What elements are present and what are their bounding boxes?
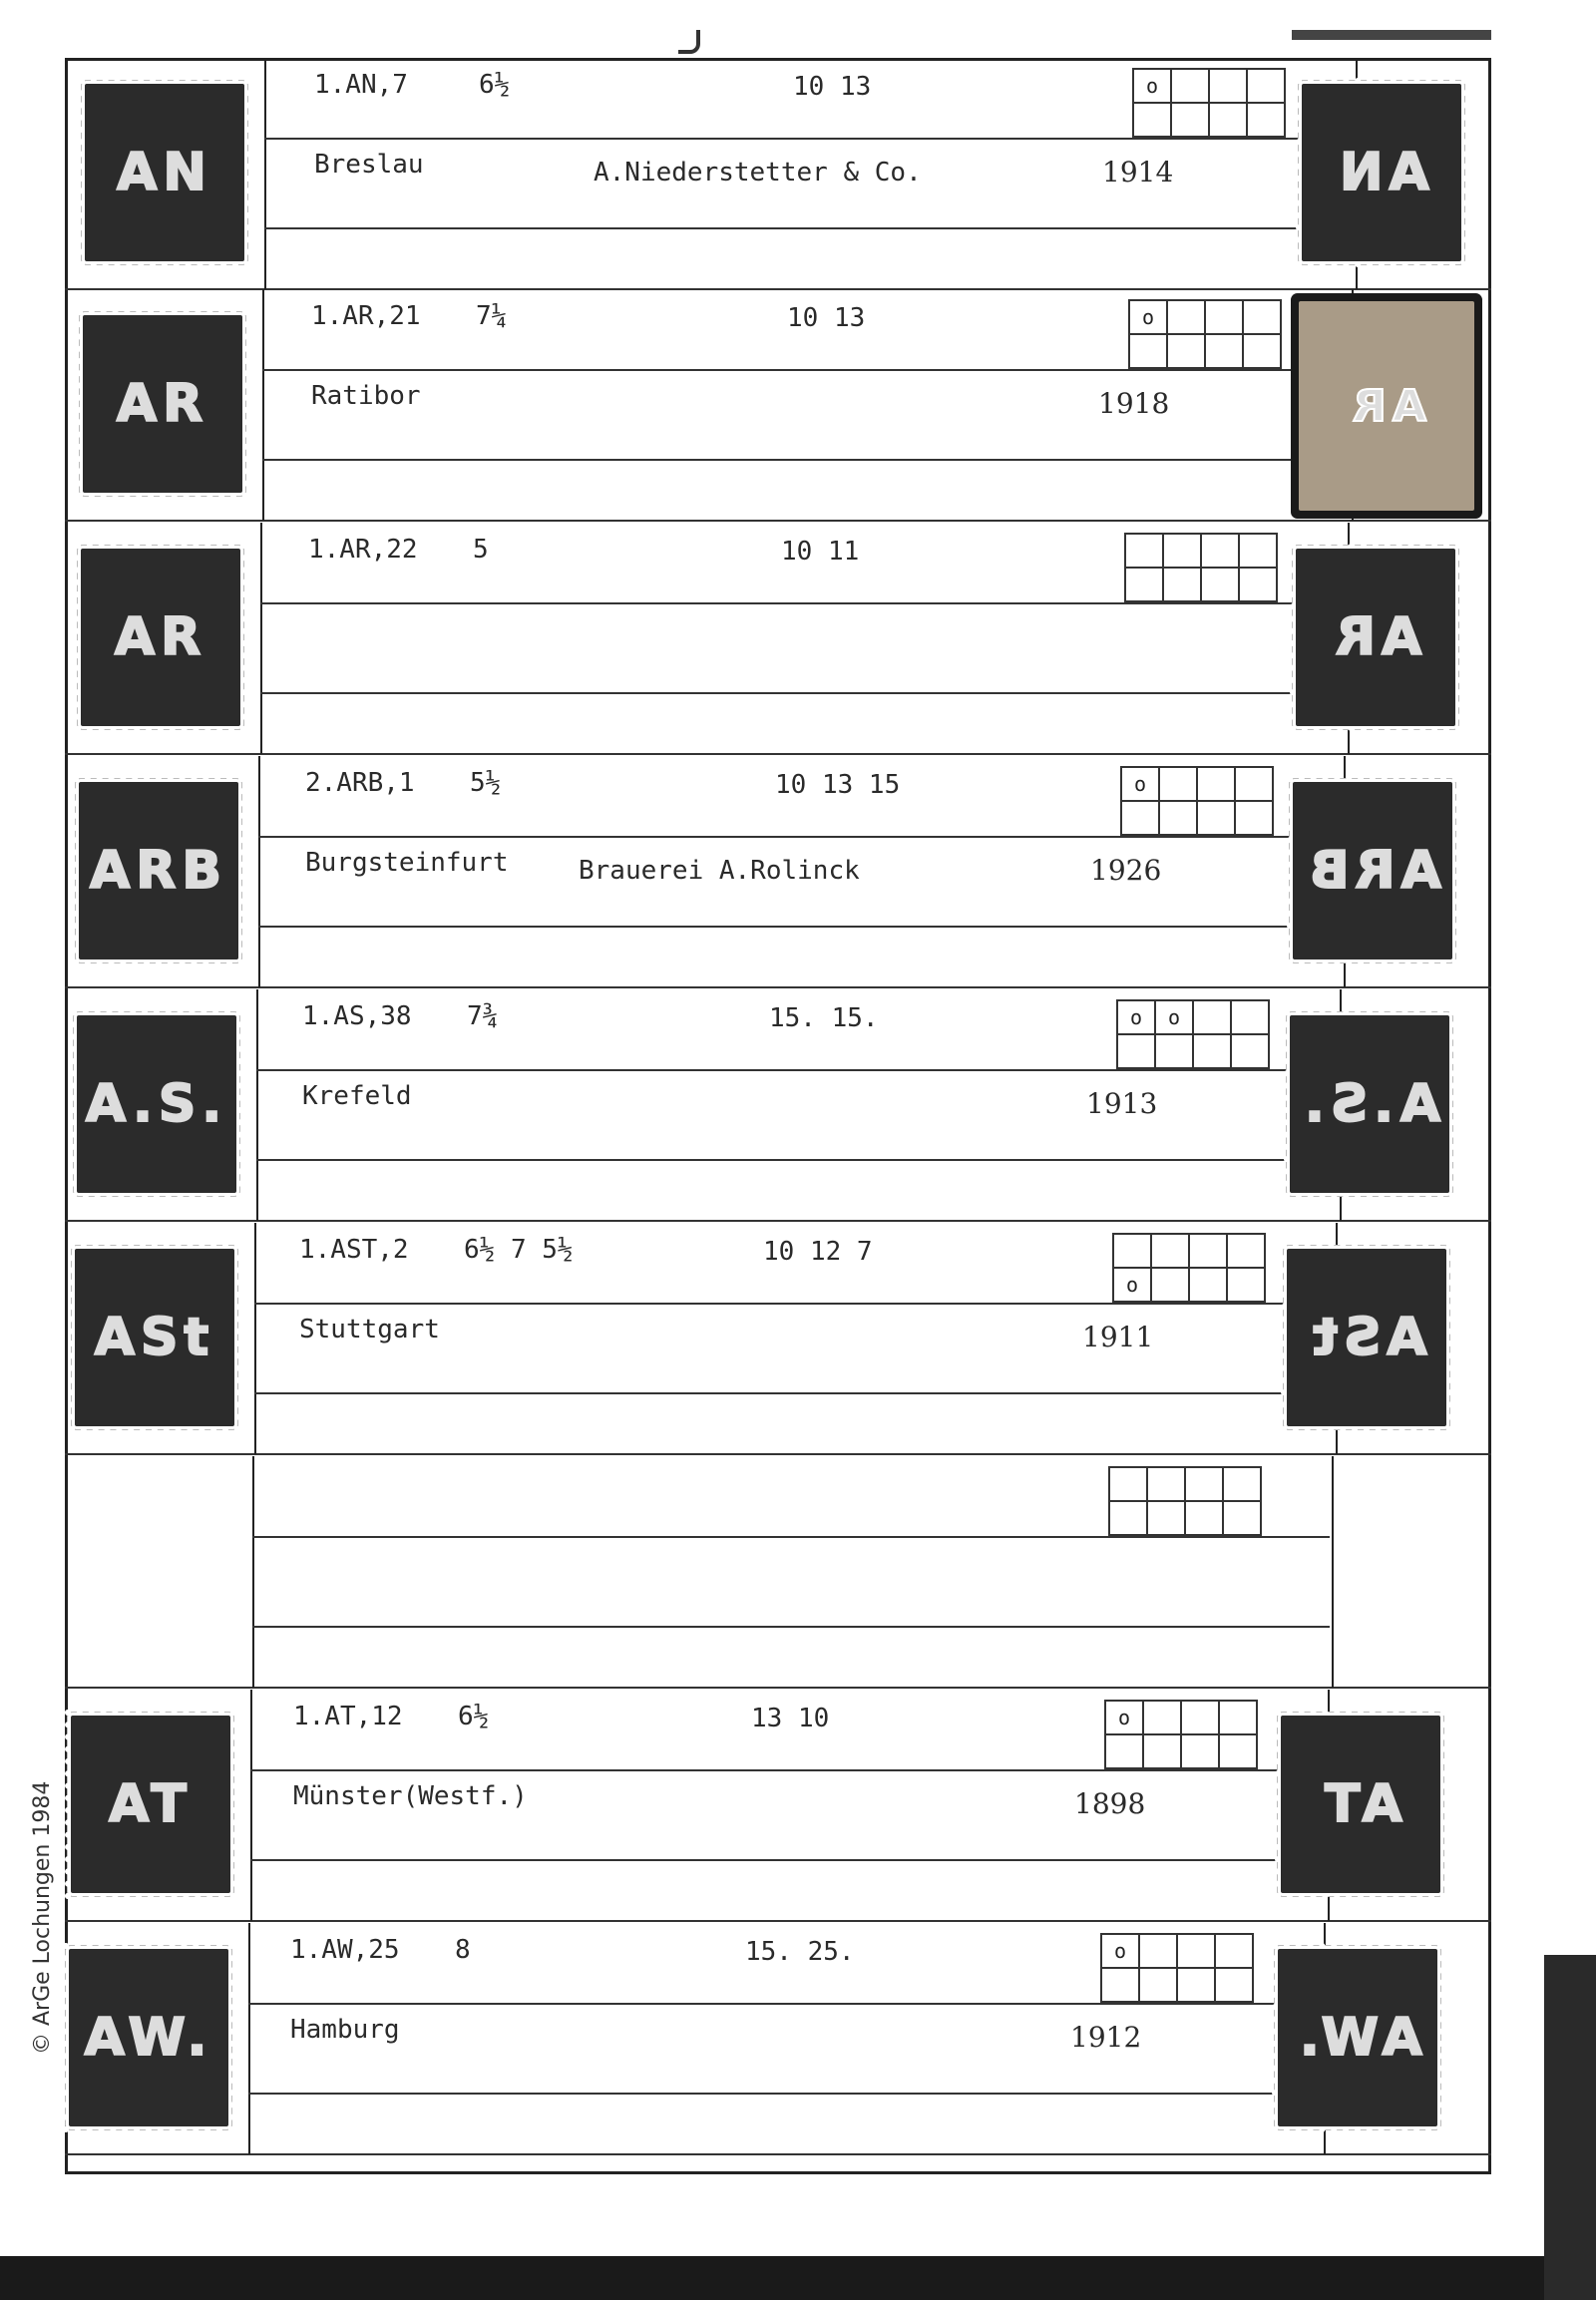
stamp-values: 13 10	[751, 1704, 830, 1733]
perfin-stamp-front	[71, 1716, 230, 1893]
perfin-letters: ARB	[90, 841, 227, 901]
perfin-letters-mirrored: AN	[1334, 143, 1429, 202]
grid-cell	[1156, 1035, 1194, 1069]
grid-cell	[1220, 1702, 1258, 1735]
catalog-grid	[1132, 68, 1286, 138]
grid-cell	[1164, 535, 1202, 569]
grid-cell	[1122, 802, 1160, 836]
stamp-values: 10 11	[781, 537, 860, 567]
grid-cell	[1190, 1235, 1228, 1269]
entry-upper-line	[256, 1069, 1338, 1071]
stamp-values: 10 13	[793, 72, 872, 102]
perfin-stamp-back	[1281, 1716, 1440, 1893]
entry-row	[65, 756, 1491, 987]
perfin-letters: A.S.	[85, 1074, 228, 1134]
usage-year: 1913	[1086, 1087, 1158, 1120]
perfin-code: 1.AW,25	[290, 1935, 400, 1965]
entry-upper-line	[252, 1536, 1330, 1538]
grid-cell	[1248, 70, 1286, 104]
perfin-stamp-front	[83, 315, 242, 493]
grid-cell	[1182, 1735, 1220, 1769]
entry-upper-line	[254, 1303, 1334, 1305]
catalog-grid	[1108, 1466, 1262, 1536]
copyright-text: © ArGe Lochungen 1984	[30, 1780, 55, 2055]
grid-cell	[1206, 301, 1244, 335]
usage-year: 1911	[1082, 1321, 1154, 1353]
grid-cell	[1186, 1502, 1224, 1536]
top-edge-mark	[1292, 30, 1491, 40]
grid-cell	[1248, 104, 1286, 138]
perfin-letters-mirrored: AW.	[1293, 2008, 1422, 2068]
perfin-stamp-back	[1287, 1249, 1446, 1426]
stamp-values: 10 12 7	[763, 1237, 873, 1267]
grid-cell	[1168, 335, 1206, 369]
page-edge-mark	[678, 30, 700, 54]
grid-cell	[1240, 535, 1278, 569]
grid-cell	[1198, 768, 1236, 802]
grid-cell	[1194, 1035, 1232, 1069]
grid-cell	[1178, 1969, 1216, 2003]
entry-upper-line	[262, 369, 1350, 371]
usage-year: 1914	[1102, 156, 1174, 189]
grid-cell	[1134, 104, 1172, 138]
perfin-letters-mirrored: A.S.	[1298, 1074, 1441, 1134]
firm-name: Brauerei A.Rolinck	[579, 856, 860, 886]
grid-cell	[1118, 1035, 1156, 1069]
grid-cell	[1244, 335, 1282, 369]
perfin-letters-mirrored: AR	[1347, 380, 1426, 432]
grid-cell	[1206, 335, 1244, 369]
grid-cell	[1202, 535, 1240, 569]
entry-lower-line	[248, 2093, 1322, 2095]
perfin-stamp-front	[69, 1949, 228, 2126]
grid-cell: o	[1122, 768, 1160, 802]
grid-cell	[1232, 1001, 1270, 1035]
perfin-code: 1.AN,7	[314, 70, 408, 100]
perfin-letters-mirrored: AT	[1319, 1774, 1402, 1834]
perfin-letters: AR	[116, 374, 209, 434]
perforation-gauge: 5½	[470, 768, 502, 798]
perfin-code: 1.AT,12	[293, 1702, 403, 1731]
catalog-grid	[1128, 299, 1282, 369]
entry-row	[65, 989, 1491, 1221]
grid-cell	[1198, 802, 1236, 836]
entry-row	[65, 1223, 1491, 1454]
grid-cell	[1228, 1269, 1266, 1303]
perforation-gauge: 8	[455, 1935, 471, 1965]
grid-cell	[1148, 1502, 1186, 1536]
perfin-stamp-back	[1302, 84, 1461, 261]
grid-cell	[1140, 1969, 1178, 2003]
usage-year: 1898	[1074, 1787, 1146, 1820]
entry-lower-line	[258, 926, 1342, 928]
perfin-letters: ASt	[94, 1308, 215, 1367]
grid-cell: o	[1102, 1935, 1140, 1969]
firm-name: A.Niederstetter & Co.	[594, 158, 922, 188]
grid-cell	[1178, 1935, 1216, 1969]
grid-cell	[1130, 335, 1168, 369]
perforation-gauge: 5	[473, 535, 489, 565]
perfin-code: 1.AR,21	[311, 301, 421, 331]
place-name: Burgsteinfurt	[305, 848, 509, 878]
perfin-letters: AR	[114, 607, 207, 667]
perfin-letters: AT	[109, 1774, 193, 1834]
usage-year: 1918	[1098, 387, 1170, 420]
entry-row	[65, 1923, 1491, 2154]
perfin-stamp-front	[79, 782, 238, 959]
place-name: Stuttgart	[299, 1315, 440, 1344]
grid-cell: o	[1156, 1001, 1194, 1035]
usage-year: 1926	[1090, 854, 1162, 887]
grid-cell: o	[1114, 1269, 1152, 1303]
perfin-letters-mirrored: ASt	[1306, 1308, 1427, 1367]
perfin-stamp-front	[77, 1015, 236, 1193]
grid-cell	[1240, 569, 1278, 602]
place-name: Krefeld	[302, 1081, 412, 1111]
grid-cell	[1164, 569, 1202, 602]
stamp-values: 15. 15.	[769, 1003, 879, 1033]
grid-cell	[1232, 1035, 1270, 1069]
grid-cell: o	[1118, 1001, 1156, 1035]
perfin-stamp-back	[1278, 1949, 1437, 2126]
catalog-grid	[1120, 766, 1274, 836]
catalog-grid	[1112, 1233, 1266, 1303]
perforation-gauge: 7¼	[476, 301, 508, 331]
entry-upper-line	[250, 1769, 1326, 1771]
grid-cell	[1160, 802, 1198, 836]
catalog-grid	[1124, 533, 1278, 602]
perfin-stamp-back	[1296, 549, 1455, 726]
place-name: Hamburg	[290, 2015, 400, 2045]
grid-cell	[1152, 1269, 1190, 1303]
entry-lower-line	[260, 692, 1346, 694]
stamp-values: 10 13	[787, 303, 866, 333]
grid-cell	[1236, 802, 1274, 836]
stamp-values: 15. 25.	[745, 1937, 855, 1967]
entry-row	[65, 523, 1491, 754]
grid-cell	[1224, 1468, 1262, 1502]
grid-cell	[1194, 1001, 1232, 1035]
entry-row	[65, 289, 1491, 521]
perfin-stamp-back	[1293, 782, 1452, 959]
grid-cell: o	[1134, 70, 1172, 104]
scan-edge-right	[1544, 1955, 1596, 2300]
entry-lower-line	[254, 1392, 1334, 1394]
entry-lower-line	[262, 459, 1350, 461]
perfin-code: 1.AS,38	[302, 1001, 412, 1031]
grid-cell	[1202, 569, 1240, 602]
grid-cell	[1210, 70, 1248, 104]
catalog-grid	[1104, 1700, 1258, 1769]
grid-cell	[1190, 1269, 1228, 1303]
place-name: Münster(Westf.)	[293, 1781, 528, 1811]
grid-cell	[1216, 1969, 1254, 2003]
grid-cell	[1102, 1969, 1140, 2003]
entry-row	[65, 1690, 1491, 1921]
album-page	[65, 58, 1491, 2174]
entry-upper-line	[248, 2003, 1322, 2005]
grid-cell	[1140, 1935, 1178, 1969]
grid-cell	[1144, 1735, 1182, 1769]
place-name: Breslau	[314, 150, 424, 180]
grid-cell	[1152, 1235, 1190, 1269]
grid-cell	[1144, 1702, 1182, 1735]
entry-upper-line	[258, 836, 1342, 838]
perforation-gauge: 6½	[458, 1702, 490, 1731]
entry-row	[65, 1456, 1491, 1688]
perforation-gauge: 7¾	[467, 1001, 499, 1031]
perfin-letters-mirrored: AR	[1329, 607, 1422, 667]
grid-cell	[1228, 1235, 1266, 1269]
entry-lower-line	[250, 1859, 1326, 1861]
perfin-code: 1.AR,22	[308, 535, 418, 565]
grid-cell	[1186, 1468, 1224, 1502]
grid-cell	[1216, 1935, 1254, 1969]
grid-cell	[1172, 70, 1210, 104]
perfin-code: 1.AST,2	[299, 1235, 409, 1265]
perfin-letters-mirrored: ARB	[1304, 841, 1441, 901]
grid-cell	[1110, 1468, 1148, 1502]
grid-cell	[1224, 1502, 1262, 1536]
grid-cell	[1220, 1735, 1258, 1769]
grid-cell	[1168, 301, 1206, 335]
grid-cell	[1236, 768, 1274, 802]
perfin-stamp-front	[73, 1482, 232, 1660]
grid-cell: o	[1130, 301, 1168, 335]
perfin-stamp-back	[1299, 301, 1474, 511]
catalog-grid	[1116, 999, 1270, 1069]
grid-cell	[1126, 535, 1164, 569]
perforation-gauge: 6½ 7 5½	[464, 1235, 574, 1265]
perfin-stamp-back	[1284, 1482, 1443, 1660]
perfin-stamp-back	[1290, 1015, 1449, 1193]
grid-cell	[1106, 1735, 1144, 1769]
perfin-stamp-front	[75, 1249, 234, 1426]
perfin-letters: AW.	[84, 2008, 213, 2068]
usage-year: 1912	[1070, 2021, 1142, 2054]
grid-cell	[1126, 569, 1164, 602]
catalog-grid	[1100, 1933, 1254, 2003]
perfin-stamp-front	[81, 549, 240, 726]
scan-edge-bottom	[0, 2256, 1596, 2300]
grid-cell	[1210, 104, 1248, 138]
grid-cell	[1172, 104, 1210, 138]
grid-cell: o	[1106, 1702, 1144, 1735]
grid-cell	[1244, 301, 1282, 335]
place-name: Ratibor	[311, 381, 421, 411]
perfin-stamp-front	[85, 84, 244, 261]
grid-cell	[1114, 1235, 1152, 1269]
grid-cell	[1160, 768, 1198, 802]
perfin-code: 2.ARB,1	[305, 768, 415, 798]
entry-lower-line	[264, 227, 1354, 229]
entry-upper-line	[264, 138, 1354, 140]
entry-lower-line	[256, 1159, 1338, 1161]
stamp-values: 10 13 15	[775, 770, 901, 800]
copyright-note	[24, 1780, 64, 2055]
grid-cell	[1110, 1502, 1148, 1536]
perforation-gauge: 6½	[479, 70, 511, 100]
grid-cell	[1148, 1468, 1186, 1502]
perfin-letters: AN	[117, 143, 212, 202]
grid-cell	[1182, 1702, 1220, 1735]
entry-upper-line	[260, 602, 1346, 604]
entry-lower-line	[252, 1626, 1330, 1628]
entry-row	[65, 58, 1491, 289]
